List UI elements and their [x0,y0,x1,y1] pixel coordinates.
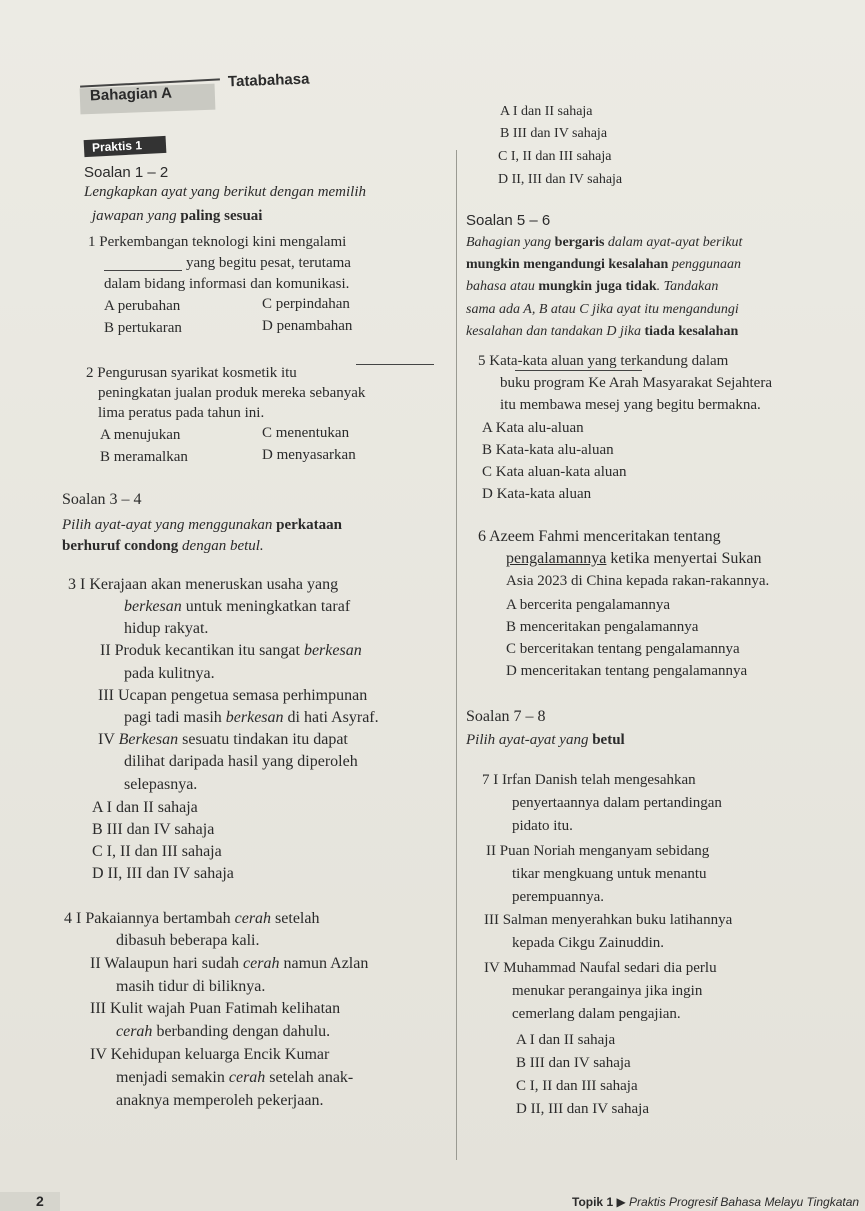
q5-text: itu membawa mesej yang begitu bermakna. [500,397,761,413]
instruction-line: Lengkapkan ayat yang berikut dengan memilih [84,184,367,200]
q5-option-d[interactable]: D Kata-kata aluan [482,486,592,502]
q4-text: masih tidur di biliknya. [116,978,266,995]
footer-topic: Topik 1 ▶ Praktis Progresif Bahasa Melayu Tingkatan [572,1195,860,1209]
instruction-line: Pilih ayat-ayat yang menggunakan perkataan [62,517,342,533]
q2-option-b[interactable]: B meramalkan [100,449,188,465]
q1-option-b[interactable]: B pertukaran [104,320,182,336]
q7-text: cemerlang dalam pengajian. [512,1006,681,1022]
q3-text: pada kulitnya. [124,665,215,682]
q1-text: dalam bidang informasi dan komunikasi. [104,276,350,292]
q5-option-a[interactable]: A Kata alu-aluan [482,420,584,436]
q4-text: 4 I Pakaiannya bertambah cerah setelah [64,910,320,927]
q6-text: pengalamannya ketika menyertai Sukan [506,550,762,567]
soalan-5-6-heading: Soalan 5 – 6 [466,212,551,229]
instruction-line: Bahagian yang bergaris dalam ayat-ayat berikut [466,235,743,250]
q3-text: pagi tadi masih berkesan di hati Asyraf. [124,709,379,726]
q7-text: pidato itu. [512,818,573,834]
q7-text: kepada Cikgu Zainuddin. [512,935,665,951]
q3-text: berkesan untuk meningkatkan taraf [124,598,351,615]
q6-option-b[interactable]: B menceritakan pengalamannya [506,619,699,635]
arrow-icon: ▶ [616,1195,626,1209]
q3-text: IV Berkesan sesuatu tindakan itu dapat [98,731,348,748]
q3-text: III Ucapan pengetua semasa perhimpunan [98,687,368,704]
q7-text: IV Muhammad Naufal sedari dia perlu [484,960,717,976]
q3-option-c[interactable]: C I, II dan III sahaja [92,843,222,860]
q5-text: 5 Kata-kata aluan yang terkandung dalam [478,353,729,369]
q7-text: 7 I Irfan Danish telah mengesahkan [482,772,696,788]
soalan-7-8-heading: Soalan 7 – 8 [466,708,546,725]
q7-option-a[interactable]: A I dan II sahaja [516,1032,616,1048]
q3-text: dilihat daripada hasil yang diperoleh [124,753,358,770]
q6-text: 6 Azeem Fahmi menceritakan tentang [478,528,721,545]
q1-option-c[interactable]: C perpindahan [262,296,350,312]
q7-text: III Salman menyerahkan buku latihannya [484,912,733,928]
instruction-line: berhuruf condong dengan betul. [62,538,264,554]
q4-text: IV Kehidupan keluarga Encik Kumar [90,1046,330,1063]
q4-text: anaknya memperoleh pekerjaan. [116,1092,324,1109]
q1-text: yang begitu pesat, terutama [186,255,351,271]
q3-text: 3 I Kerajaan akan meneruskan usaha yang [68,576,339,593]
page-number-tab [0,1192,60,1211]
q4-text: cerah berbanding dengan dahulu. [116,1023,331,1040]
q7-text: penyertaannya dalam pertandingan [512,795,722,811]
q5-option-c[interactable]: C Kata aluan-kata aluan [482,464,627,480]
q4-text: III Kulit wajah Puan Fatimah kelihatan [90,1000,341,1017]
q6-text: Asia 2023 di China kepada rakan-rakannya. [506,573,770,589]
q3-text: II Produk kecantikan itu sangat berkesan [100,642,362,659]
q6-option-c[interactable]: C berceritakan tentang pengalamannya [506,641,740,657]
q5-option-b[interactable]: B Kata-kata alu-aluan [482,442,614,458]
q3-option-d[interactable]: D II, III dan IV sahaja [92,865,234,882]
q2-prev-option-a[interactable]: A I dan II sahaja [500,104,593,119]
q7-option-b[interactable]: B III dan IV sahaja [516,1055,631,1071]
q6-option-a[interactable]: A bercerita pengalamannya [506,597,671,613]
q7-option-d[interactable]: D II, III dan IV sahaja [516,1101,650,1117]
q2-blank [356,364,434,365]
q2-text: 2 Pengurusan syarikat kosmetik itu [86,365,297,381]
q5-underline [515,370,642,371]
q2-prev-option-c[interactable]: C I, II dan III sahaja [498,149,612,164]
q4-text: menjadi semakin cerah setelah anak- [116,1069,354,1086]
q7-text: perempuannya. [512,889,605,905]
q7-option-c[interactable]: C I, II dan III sahaja [516,1078,638,1094]
q7-text: II Puan Noriah menganyam sebidang [486,843,710,859]
q4-text: dibasuh beberapa kali. [116,932,260,949]
page-number: 2 [36,1193,44,1209]
q3-text: hidup rakyat. [124,620,209,637]
instruction-line: sama ada A, B atau C jika ayat itu mengandungi [466,302,739,317]
q2-prev-option-b[interactable]: B III dan IV sahaja [500,126,608,141]
instruction-line: bahasa atau mungkin juga tidak. Tandakan [466,279,719,294]
q2-option-a[interactable]: A menujukan [100,427,181,443]
q7-text: tikar mengkuang untuk menantu [512,866,707,882]
q1-option-d[interactable]: D penambahan [262,318,353,334]
q2-option-c[interactable]: C menentukan [262,425,350,441]
q2-option-d[interactable]: D menyasarkan [262,447,356,463]
q1-blank [104,270,182,271]
column-divider [456,150,457,1160]
q7-text: menukar perangainya jika ingin [512,983,703,999]
praktis-badge: Praktis 1 [84,136,167,157]
instruction-line: jawapan yang paling sesuai [92,208,263,224]
soalan-1-2-heading: Soalan 1 – 2 [84,164,169,181]
q4-text: II Walaupun hari sudah cerah namun Azlan [90,955,369,972]
q5-text: buku program Ke Arah Masyarakat Sejahtera [500,375,772,391]
instruction-line: kesalahan dan tandakan D jika tiada kesalahan [466,324,739,339]
q1-option-a[interactable]: A perubahan [104,298,181,314]
q3-option-a[interactable]: A I dan II sahaja [92,799,198,816]
instruction-line: Pilih ayat-ayat yang betul [466,732,625,748]
q3-option-b[interactable]: B III dan IV sahaja [92,821,215,838]
q1-text: 1 Perkembangan teknologi kini mengalami [88,234,347,250]
section-title: Tatabahasa [227,70,310,91]
soalan-3-4-heading: Soalan 3 – 4 [62,491,142,508]
instruction-line: mungkin mengandungi kesalahan penggunaan [466,257,742,272]
q2-text: peningkatan jualan produk mereka sebanyak [98,385,366,401]
q2-text: lima peratus pada tahun ini. [98,405,265,421]
q6-option-d[interactable]: D menceritakan tentang pengalamannya [506,663,748,679]
q3-text: selepasnya. [124,776,198,793]
q2-prev-option-d[interactable]: D II, III dan IV sahaja [498,172,623,187]
section-label: Bahagian A [89,84,173,105]
